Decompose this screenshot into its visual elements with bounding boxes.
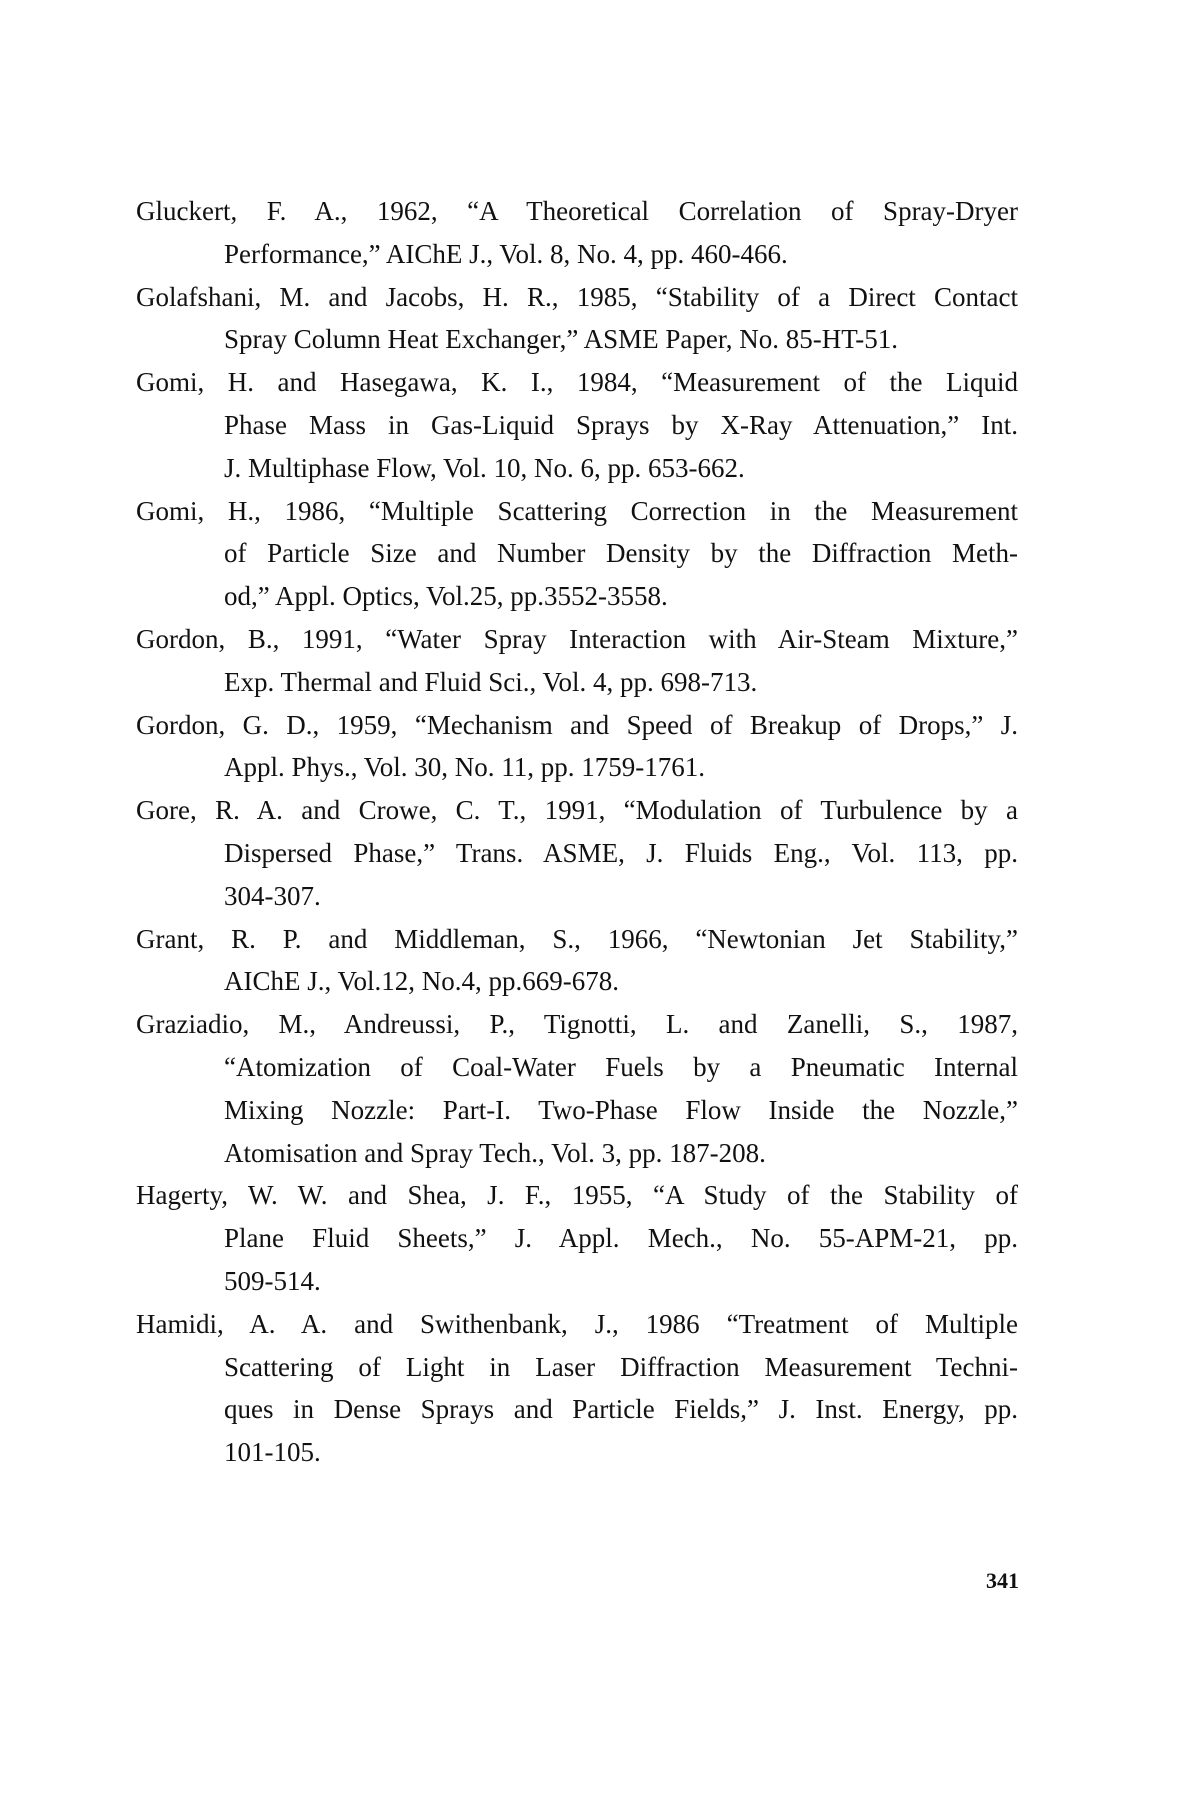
reference-continuation-line: of Particle Size and Number Density by the Diffraction Meth- [224, 538, 1018, 569]
reference-continuation-line: Scattering of Light in Laser Diffraction Measurement Techni- [224, 1351, 1018, 1382]
reference-continuation-line: 509-514. [224, 1265, 321, 1296]
reference-entry [136, 918, 1018, 1004]
reference-entry [136, 361, 1018, 489]
reference-entry [136, 789, 1018, 917]
reference-first-line: Grant, R. P. and Middleman, S., 1966, “Newtonian Jet Stability,” [136, 923, 1018, 954]
reference-continuation-line: Exp. Thermal and Fluid Sci., Vol. 4, pp. 698-713. [224, 666, 758, 697]
page-number: 341 [986, 1568, 1019, 1593]
reference-continuation-line: Atomisation and Spray Tech., Vol. 3, pp. 187-208. [224, 1137, 766, 1168]
reference-entry [136, 490, 1018, 618]
reference-continuation-line: “Atomization of Coal-Water Fuels by a Pneumatic Internal [224, 1051, 1018, 1082]
reference-continuation-line: J. Multiphase Flow, Vol. 10, No. 6, pp. 653-662. [224, 452, 745, 483]
reference-continuation-line: AIChE J., Vol.12, No.4, pp.669-678. [224, 966, 620, 997]
reference-first-line: Gomi, H., 1986, “Multiple Scattering Correction in the Measurement [136, 495, 1018, 526]
reference-continuation-line: Appl. Phys., Vol. 30, No. 11, pp. 1759-1761. [224, 752, 706, 783]
reference-continuation-line: Plane Fluid Sheets,” J. Appl. Mech., No. 55-APM-21, pp. [224, 1223, 1018, 1254]
reference-entry [136, 276, 1018, 362]
reference-first-line: Gluckert, F. A., 1962, “A Theoretical Correlation of Spray-Dryer [136, 196, 1018, 226]
reference-continuation-line: od,” Appl. Optics, Vol.25, pp.3552-3558. [224, 581, 668, 612]
reference-entry [136, 618, 1018, 704]
reference-entry [136, 1303, 1018, 1474]
reference-continuation-line: Spray Column Heat Exchanger,” ASME Paper, No. 85-HT-51. [224, 324, 898, 355]
reference-continuation-line: Dispersed Phase,” Trans. ASME, J. Fluids Eng., Vol. 113, pp. [224, 837, 1018, 868]
reference-entry [136, 1174, 1018, 1302]
reference-entry [136, 1003, 1018, 1174]
reference-first-line: Gore, R. A. and Crowe, C. T., 1991, “Modulation of Turbulence by a [136, 795, 1018, 826]
reference-first-line: Gordon, B., 1991, “Water Spray Interaction with Air-Steam Mixture,” [136, 623, 1018, 654]
reference-continuation-line: 304-307. [224, 880, 321, 911]
reference-continuation-line: ques in Dense Sprays and Particle Fields,” J. Inst. Energy, pp. [224, 1394, 1018, 1425]
reference-entry [136, 704, 1018, 790]
reference-continuation-line: Mixing Nozzle: Part-I. Two-Phase Flow Inside the Nozzle,” [224, 1094, 1018, 1125]
reference-continuation-line: Performance,” AIChE J., Vol. 8, No. 4, pp. 460-466. [224, 238, 788, 269]
reference-list [136, 190, 1018, 1474]
reference-entry [136, 190, 1018, 276]
reference-first-line: Hagerty, W. W. and Shea, J. F., 1955, “A Study of the Stability of [136, 1180, 1018, 1211]
reference-first-line: Graziadio, M., Andreussi, P., Tignotti, L. and Zanelli, S., 1987, [136, 1009, 1018, 1040]
reference-first-line: Golafshani, M. and Jacobs, H. R., 1985, “Stability of a Direct Contact [136, 281, 1018, 312]
reference-first-line: Gordon, G. D., 1959, “Mechanism and Speed of Breakup of Drops,” J. [136, 709, 1018, 740]
reference-continuation-line: Phase Mass in Gas-Liquid Sprays by X-Ray Attenuation,” Int. [224, 409, 1018, 440]
reference-first-line: Hamidi, A. A. and Swithenbank, J., 1986 “Treatment of Multiple [136, 1308, 1018, 1339]
reference-first-line: Gomi, H. and Hasegawa, K. I., 1984, “Measurement of the Liquid [136, 367, 1018, 398]
reference-continuation-line: 101-105. [224, 1437, 321, 1468]
